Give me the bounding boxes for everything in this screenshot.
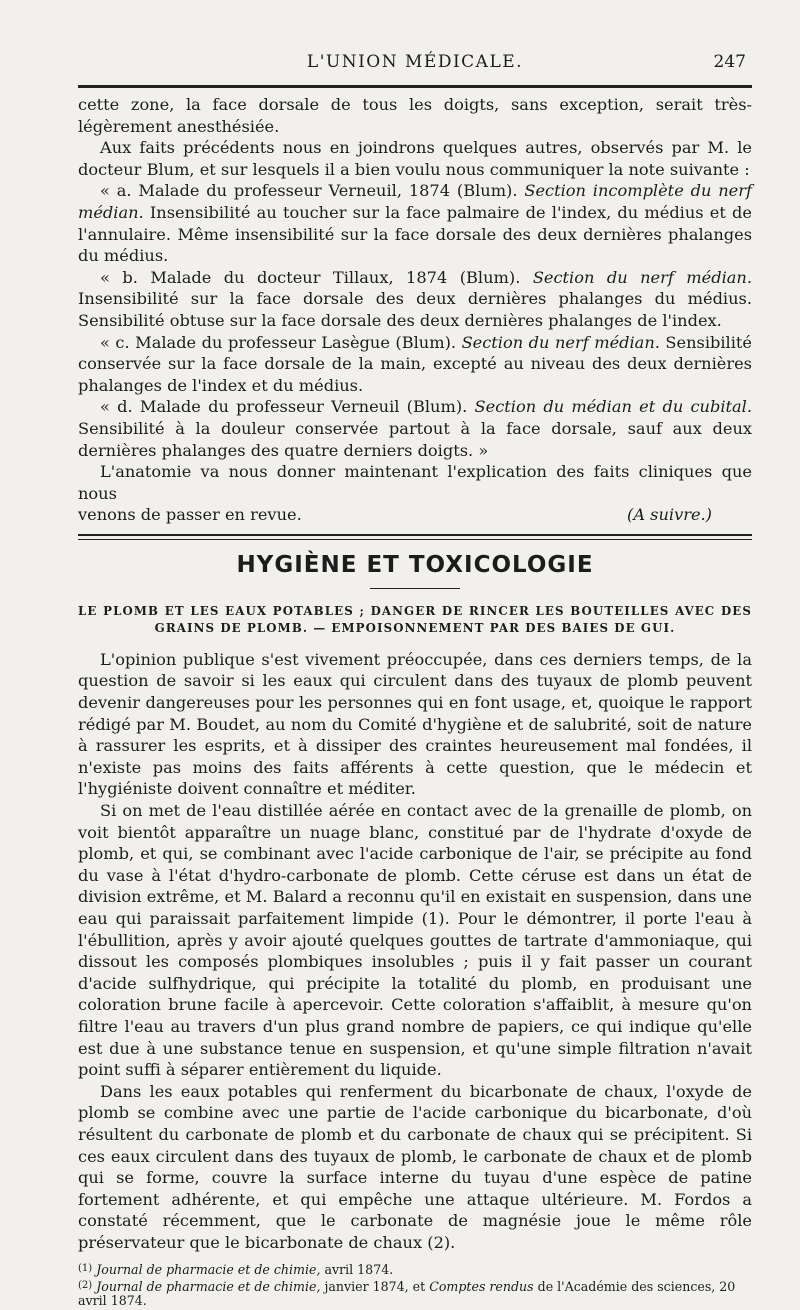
paragraph-end-text: venons de passer en revue. (78, 505, 302, 525)
case-text: Sensibilité conservée sur la face dorsale de la main, excepté au niveau des deux dernières phalanges de l'index et du médius. (78, 332, 752, 395)
case-text: Insensibilité sur la face dorsale des deux dernières phalanges du médius. Sensibilité obtuse sur la face dorsale des deux dernières phalanges de l'index. (78, 289, 752, 330)
case-lead: « b. Malade du docteur Tillaux, 1874 (Blum). (100, 267, 533, 287)
divider-line (78, 534, 752, 536)
page-number: 247 (713, 52, 746, 72)
case-lead: « c. Malade du professeur Lasègue (Blum). (100, 332, 462, 352)
paragraph: Dans les eaux potables qui renferment du bicarbonate de chaux, l'oxyde de plomb se combine avec une partie de l'acide carbonique du bicarbonate, d'où résultent du carbonate de plomb et du carbonate de chaux qui se précipitent. Si ces eaux circulent dans des tuyaux de plomb, le carbonate de chaux et de plomb qui se forme, couvre la surface interne du tuyau d'une espèce de patine fortement adhérente, et qui empêche une attaque ultérieure. M. Fordos a constaté récemment, que le carbonate de magnésie joue le même rôle préservateur que le bicarbonate de chaux (2). (78, 1081, 752, 1252)
footnote-2 (78, 1279, 752, 1308)
footnote-text: janvier 1874, et (320, 1278, 430, 1294)
title-rule (370, 588, 460, 589)
header-rule (78, 85, 752, 88)
divider-line (78, 539, 752, 540)
case-lead: « a. Malade du professeur Verneuil, 1874 (Blum). (100, 181, 525, 201)
footnotes (78, 1262, 752, 1308)
case-c (78, 332, 752, 397)
journal-title: L'UNION MÉDICALE. (306, 52, 524, 72)
footnote-number: (2) (78, 1279, 93, 1291)
case-lead: « d. Malade du professeur Verneuil (Blum). (100, 397, 475, 417)
section-title: HYGIÈNE ET TOXICOLOGIE (236, 551, 594, 578)
paragraph: Aux faits précédents nous en joindrons quelques autres, observés par M. le docteur Blum, et sur lesquels il a bien voulu nous communiquer la note suivante : (78, 138, 752, 179)
case-b (78, 267, 752, 332)
document-page (78, 40, 752, 1310)
intro-text (78, 94, 752, 526)
case-text: Insensibilité au toucher sur la face palmaire de l'index, du médius et de l'annulaire. Même insensibilité sur la face dorsale des deux dernières phalanges du médius. (78, 202, 752, 266)
case-diagnosis: Section incomplète du nerf médian. (78, 181, 752, 222)
to-be-continued: (A suivre.) (627, 505, 712, 525)
footnote-number: (1) (78, 1262, 93, 1274)
case-diagnosis: Section du nerf médian. (461, 332, 660, 352)
paragraph: L'anatomie va nous donner maintenant l'explication des faits cliniques que nous (78, 462, 752, 503)
footnote-text: de l'Académie des sciences, 20 avril 1874. (78, 1278, 736, 1308)
case-diagnosis: Section du médian et du cubital. (474, 397, 752, 417)
footnote-source: Journal de pharmacie et de chimie, (96, 1261, 321, 1277)
case-d (78, 396, 752, 461)
article-title: LE PLOMB ET LES EAUX POTABLES ; DANGER DE RINCER LES BOUTEILLES AVEC DES GRAINS DE PLOMB. — EMPOISONNEMENT PAR DES BAIES DE GUI. (78, 603, 752, 635)
case-diagnosis: Section du nerf médian. (532, 267, 752, 287)
article-body (78, 649, 752, 1254)
case-text: Sensibilité à la douleur conservée partout à la face dorsale, sauf aux deux dernières phalanges des quatre derniers doigts. » (78, 418, 752, 460)
footnote-source: Comptes rendus (429, 1278, 534, 1294)
footnote-1 (78, 1262, 752, 1277)
footnote-text: avril 1874. (320, 1261, 394, 1277)
paragraph: cette zone, la face dorsale de tous les doigts, sans exception, serait très-légèrement anesthésiée. (78, 95, 752, 136)
section-divider (78, 534, 752, 540)
footnote-source: Journal de pharmacie et de chimie, (96, 1278, 321, 1294)
running-header (78, 40, 752, 76)
paragraph-end (78, 504, 752, 526)
paragraph: Si on met de l'eau distillée aérée en contact avec de la grenaille de plomb, on voit bientôt apparaître un nuage blanc, constitué par de l'hydrate d'oxyde de plomb, et qui, se combinant avec l'acide carbonique de l'air, se précipite au fond du vase à l'état d'hydro-carbonate de plomb. Cette céruse est dans un état de division extrême, et M. Balard a reconnu qu'il en existait en suspension, dans une eau qui paraissait parfaitement limpide (1). Pour le démontrer, il porte l'eau à l'ébullition, après y avoir ajouté quelques gouttes de tartrate d'ammoniaque, qui dissout les composés plombiques insolubles ; puis il y fait passer un courant d'acide sulfhydrique, qui précipite la totalité du plomb, en produisant une coloration brune facile à apercevoir. Cette coloration s'affaiblit, à mesure qu'on filtre l'eau au travers d'un plus grand nombre de papiers, ce qui indique qu'elle est due à une substance tenue en suspension, et qu'une simple filtration n'avait point suffi à séparer entièrement du liquide. (78, 801, 752, 1080)
paragraph: L'opinion publique s'est vivement préoccupée, dans ces derniers temps, de la question de savoir si les eaux qui circulent dans des tuyaux de plomb peuvent devenir dangereuses pour les personnes qui en font usage, et, quoique le rapport rédigé par M. Boudet, au nom du Comité d'hygiène et de salubrité, soit de nature à rassurer les esprits, et à dissiper des craintes heureusement mal fondées, il n'existe pas moins des faits afférents à cette question, que le médecin et l'hygiéniste doivent connaître et méditer. (78, 649, 752, 799)
case-a (78, 180, 752, 266)
